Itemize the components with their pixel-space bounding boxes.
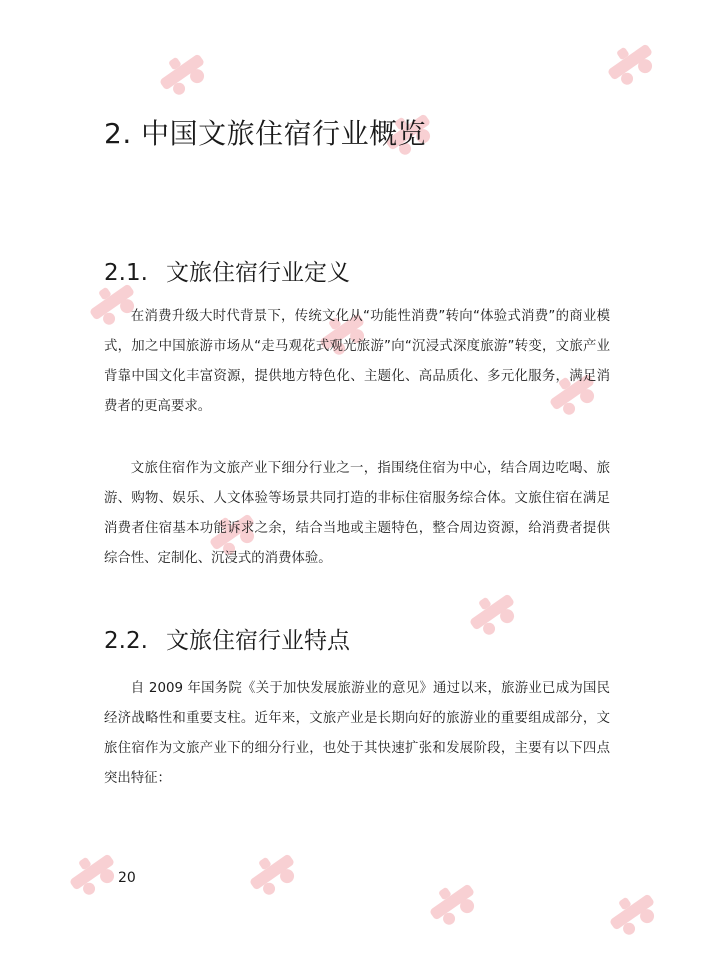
section-number: 2.1. <box>104 260 148 286</box>
brand-watermark-icon <box>460 580 524 644</box>
brand-watermark-icon <box>150 40 214 104</box>
section-title: 文旅住宿行业定义 <box>166 260 350 286</box>
brand-watermark-icon <box>240 840 304 904</box>
brand-watermark-icon <box>600 880 664 944</box>
section-heading <box>104 622 350 655</box>
body-paragraph: 自 2009 年国务院《关于加快发展旅游业的意见》通过以来，旅游业已成为国民经济战略性和重要支柱。近年来，文旅产业是长期向好的旅游业的重要组成部分，文旅住宿作为文旅产业下的细分行业，也处于其快速扩张和发展阶段，主要有以下四点突出特征： <box>104 681 610 786</box>
page-number: 20 <box>118 870 136 886</box>
body-paragraph: 文旅住宿作为文旅产业下细分行业之一，指围绕住宿为中心，结合周边吃喝、旅游、购物、娱乐、人文体验等场景共同打造的非标住宿服务综合体。文旅住宿在满足消费者住宿基本功能诉求之余，结合当地或主题特色，整合周边资源，给消费者提供综合性、定制化、沉浸式的消费体验。 <box>104 461 610 566</box>
brand-watermark-icon <box>420 870 484 934</box>
section-heading <box>104 254 350 287</box>
section-title: 文旅住宿行业特点 <box>166 628 350 654</box>
section-number: 2.2. <box>104 628 148 654</box>
body-paragraph: 在消费升级大时代背景下，传统文化从“功能性消费”转向“体验式消费”的商业模式，加之中国旅游市场从“走马观花式观光旅游”向“沉浸式深度旅游”转变，文旅产业背靠中国文化丰富资源，提供地方特色化、主题化、高品质化、多元化服务，满足消费者的更高要求。 <box>104 309 610 414</box>
brand-watermark-icon <box>598 30 662 94</box>
chapter-title: 2. 中国文旅住宿行业概览 <box>104 117 427 150</box>
brand-watermark-icon <box>60 840 124 904</box>
